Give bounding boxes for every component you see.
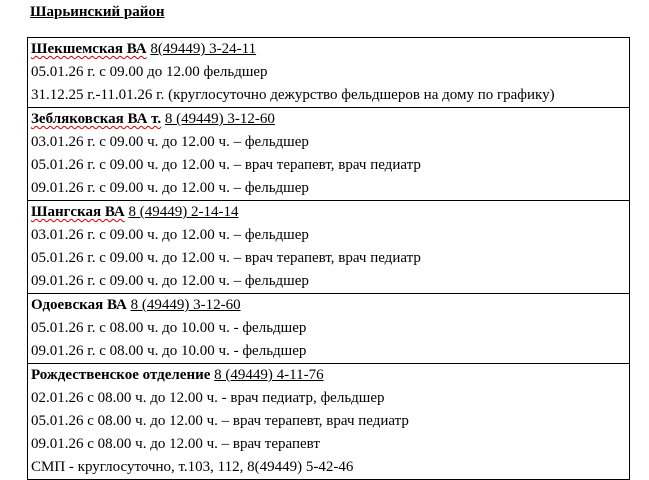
section-row <box>28 108 630 201</box>
schedule-line: СМП - круглосуточно, т.103, 112, 8(49449) 5-42-46 <box>31 459 354 475</box>
section-row <box>28 294 630 364</box>
schedule-line: 05.01.26 г. с 09.00 ч. до 12.00 ч. – врач терапевт, врач педиатр <box>31 250 421 266</box>
district-title: Шарьинский район <box>30 4 165 20</box>
section-name: Одоевская ВА <box>31 297 127 313</box>
section-row <box>28 364 630 480</box>
schedule-line: 03.01.26 г. с 09.00 ч. до 12.00 ч. – фельдшер <box>31 227 309 243</box>
schedule-line: 09.01.26 г. с 09.00 ч. до 12.00 ч. – фельдшер <box>31 180 309 196</box>
section-cell <box>28 201 630 294</box>
schedule-line: 05.01.26 г. с 08.00 ч. до 10.00 ч. - фельдшер <box>31 320 307 336</box>
section-row <box>28 38 630 108</box>
section-header <box>31 108 629 131</box>
schedule-line: 05.01.26 с 08.00 ч. до 12.00 ч. – врач терапевт, врач педиатр <box>31 413 409 429</box>
section-name: Шекшемская ВА <box>31 41 147 57</box>
schedule-line: 03.01.26 г. с 09.00 ч. до 12.00 ч. – фельдшер <box>31 134 309 150</box>
section-cell <box>28 294 630 364</box>
section-header <box>31 294 629 317</box>
section-header <box>31 201 629 224</box>
section-cell <box>28 364 630 480</box>
section-name: Рождественское отделение <box>31 367 211 383</box>
section-row <box>28 201 630 294</box>
section-phone: 8(49449) 3-24-11 <box>150 41 257 57</box>
section-phone: 8 (49449) 3-12-60 <box>130 297 241 313</box>
schedule-line: 09.01.26 г. с 09.00 ч. до 12.00 ч. – фельдшер <box>31 273 309 289</box>
schedule-table <box>27 37 630 480</box>
section-header <box>31 38 629 61</box>
section-phone: 8 (49449) 3-12-60 <box>164 111 275 127</box>
section-cell <box>28 108 630 201</box>
section-header <box>31 364 629 387</box>
schedule-line: 05.01.26 г. с 09.00 ч. до 12.00 ч. – врач терапевт, врач педиатр <box>31 157 421 173</box>
schedule-line: 05.01.26 г. с 09.00 до 12.00 фельдшер <box>31 64 268 80</box>
schedule-line: 31.12.25 г.-11.01.26 г. (круглосуточно дежурство фельдшеров на дому по графику) <box>31 87 555 103</box>
section-cell <box>28 38 630 108</box>
section-name: Зебляковская ВА т. <box>31 111 162 127</box>
schedule-line: 09.01.26 г. с 08.00 ч. до 10.00 ч. - фельдшер <box>31 343 307 359</box>
schedule-line: 02.01.26 с 08.00 ч. до 12.00 ч. - врач педиатр, фельдшер <box>31 390 385 406</box>
section-phone: 8 (49449) 4-11-76 <box>214 367 324 383</box>
schedule-line: 09.01.26 с 08.00 ч. до 12.00 ч. – врач терапевт <box>31 436 320 452</box>
section-phone: 8 (49449) 2-14-14 <box>128 204 239 220</box>
section-name: Шангская ВА <box>31 204 125 220</box>
